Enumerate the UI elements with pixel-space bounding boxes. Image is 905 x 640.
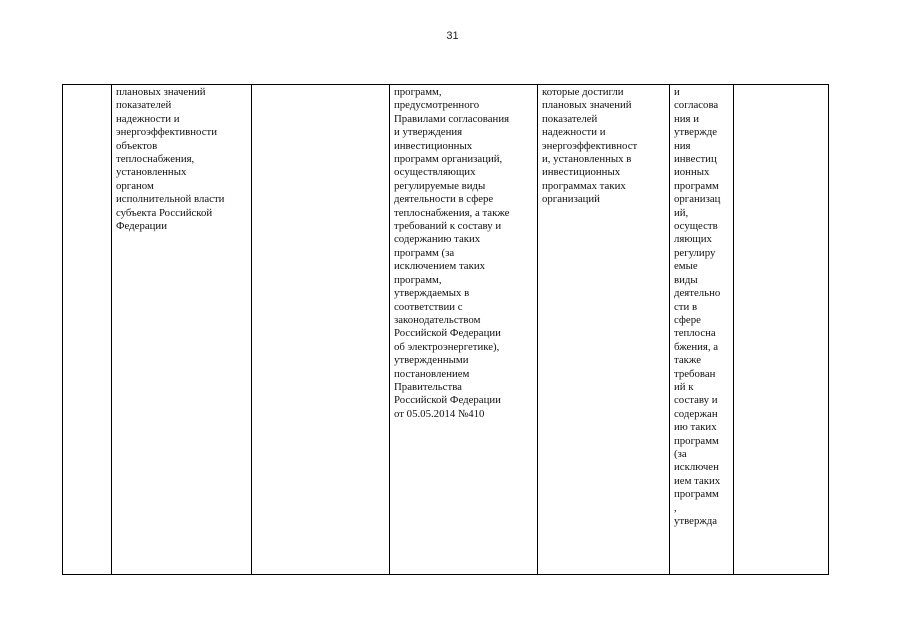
table-cell-empty [252, 85, 390, 575]
table-cell-organizations: которые достигли плановых значений показателей надежности и энергоэффективност и, установленных в инвестиционных программах таких организаций [538, 85, 670, 575]
page-number: 31 [446, 30, 459, 42]
table-cell-number [63, 85, 112, 575]
table-cell-regulation: программ, предусмотренного Правилами согласования и утверждения инвестиционных программ организаций, осуществляющих регулируемые виды деятельности в сфере теплоснабжения, а также требований к составу и содержанию таких программ (за исключением таких программ, утверждаемых в соответствии с законодательством Российской Федерации об электроэнергетике), утвержденными постановлением Правительства Российской Федерации от 05.05.2014 №410 [390, 85, 538, 575]
table-cell-indicator: плановых значений показателей надежности и энергоэффективности объектов теплоснабжения, установленных органом исполнительной власти субъекта Российской Федерации [112, 85, 252, 575]
table-row [63, 85, 829, 575]
table-cell-narrow-text: и согласова ния и утвержде ния инвестиц ионных программ организац ий, осуществ ляющих регулиру емые виды деятельно сти в сфере теплосна бжения, а также требован ий к составу и содержан ию таких программ (за исключен ием таких программ , утвержда [670, 85, 734, 575]
document-table [62, 84, 829, 575]
table-cell-empty-last [734, 85, 829, 575]
